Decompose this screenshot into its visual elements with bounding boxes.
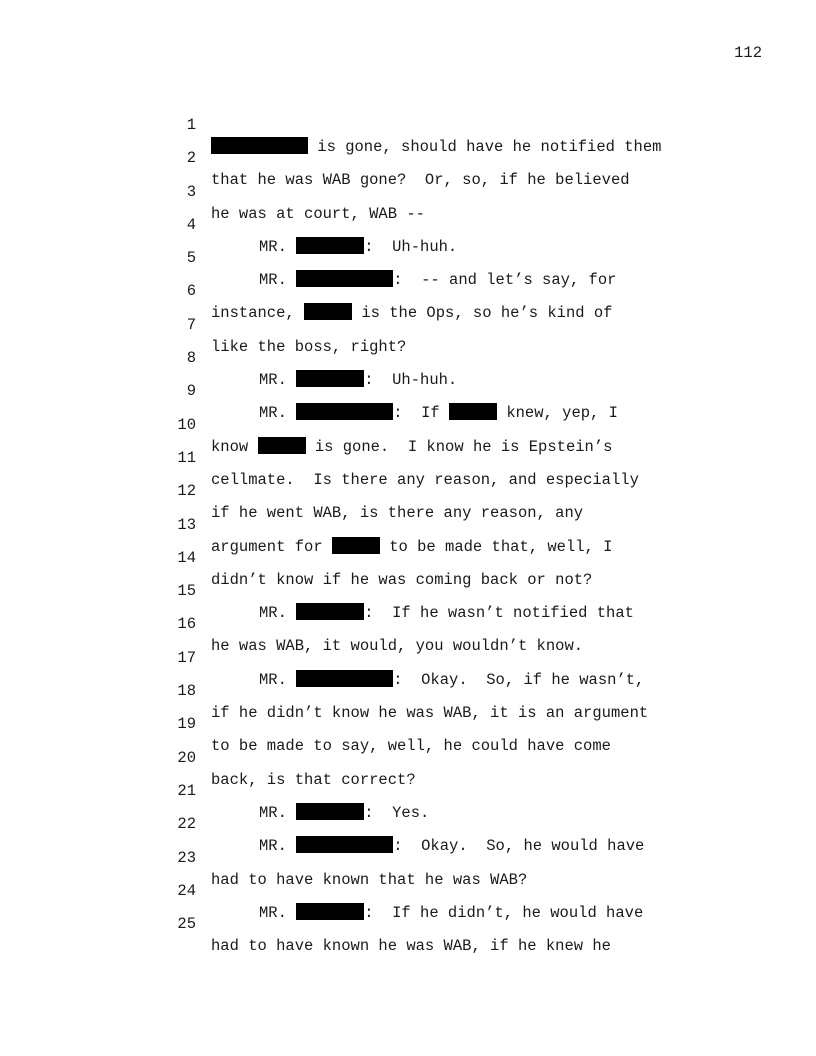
line-number: 4	[186, 215, 196, 234]
transcript-line	[0, 725, 816, 789]
speaker-prefix: MR.	[259, 271, 297, 290]
line-number: 3	[186, 182, 196, 201]
line-number: 1	[186, 116, 196, 134]
transcript-line	[0, 558, 816, 623]
line-text: instance, is the Ops, so he’s kind of	[211, 304, 613, 323]
line-text: MR. : If knew, yep, I	[259, 404, 618, 423]
line-text: MR. : Uh-huh.	[259, 371, 458, 390]
transcript-line	[0, 292, 816, 356]
line-number: 10	[177, 415, 196, 434]
speaker-prefix: MR.	[259, 404, 297, 423]
line-text: like the boss, right?	[211, 337, 407, 356]
line-number: 11	[177, 448, 196, 467]
line-text: didn’t know if he was coming back or not?	[211, 570, 593, 589]
line-number: 19	[177, 715, 196, 734]
line-number: 25	[177, 915, 196, 934]
transcript-line	[0, 225, 816, 290]
transcript-line	[0, 125, 816, 190]
line-text: argument for to be made that, well, I	[211, 537, 613, 556]
transcript-line	[0, 891, 816, 956]
line-number: 18	[177, 682, 196, 701]
line-text: cellmate. Is there any reason, and especially	[211, 470, 639, 489]
line-text: know is gone. I know he is Epstein’s	[211, 437, 613, 456]
line-number: 8	[186, 349, 196, 368]
line-text: he was at court, WAB --	[211, 204, 425, 223]
transcript-line	[0, 358, 816, 423]
transcript-line	[0, 258, 816, 323]
line-text: if he didn’t know he was WAB, it is an argument	[211, 704, 649, 723]
transcript-line	[0, 458, 816, 523]
line-number: 22	[177, 815, 196, 834]
transcript-line	[0, 825, 816, 889]
transcript-line	[0, 758, 816, 822]
transcript-line	[0, 192, 816, 256]
page-number: 112	[734, 44, 762, 62]
transcript-line	[0, 591, 816, 656]
line-number: 24	[177, 881, 196, 900]
line-text: to be made to say, well, he could have come	[211, 737, 611, 756]
line-number: 17	[177, 648, 196, 667]
line-text: is gone, should have he notified them	[211, 136, 661, 158]
speaker-prefix: MR.	[259, 837, 297, 856]
transcript-line	[0, 159, 816, 223]
line-text: MR. : -- and let’s say, for	[259, 271, 617, 290]
line-number: 13	[177, 515, 196, 534]
line-text: MR. : If he wasn’t notified that	[259, 604, 634, 623]
transcript-line	[0, 425, 816, 489]
speaker-prefix: MR.	[259, 604, 297, 623]
line-text: MR. : Uh-huh.	[259, 237, 458, 256]
line-text: MR. : Yes.	[259, 803, 430, 822]
line-text: had to have known that he was WAB?	[211, 870, 528, 889]
transcript-line	[0, 325, 816, 390]
line-text: MR. : Okay. So, he would have	[259, 837, 645, 856]
line-number: 20	[177, 748, 196, 767]
line-number: 21	[177, 781, 196, 800]
transcript-body	[0, 92, 816, 956]
transcript-line	[0, 658, 816, 723]
transcript-line	[0, 492, 816, 556]
speaker-prefix: MR.	[259, 903, 297, 922]
line-text: back, is that correct?	[211, 770, 416, 789]
transcript-line	[0, 791, 816, 856]
transcript-line	[0, 92, 816, 156]
transcript-line	[0, 691, 816, 756]
speaker-prefix: MR.	[259, 371, 297, 390]
line-text: if he went WAB, is there any reason, any	[211, 504, 584, 523]
transcript-line	[0, 625, 816, 689]
line-text: that he was WAB gone? Or, so, if he believed	[211, 171, 630, 190]
line-text: MR. : If he didn’t, he would have	[259, 903, 644, 922]
transcript-line	[0, 858, 816, 922]
line-number: 6	[186, 282, 196, 301]
line-text: had to have known he was WAB, if he knew he	[211, 937, 611, 956]
line-number: 5	[186, 249, 196, 268]
line-number: 15	[177, 582, 196, 601]
line-text: he was WAB, it would, you wouldn’t know.	[211, 637, 584, 656]
line-number: 7	[186, 315, 196, 334]
line-number: 9	[186, 382, 196, 401]
speaker-prefix: MR.	[259, 670, 297, 689]
transcript-line	[0, 392, 816, 456]
line-number: 23	[177, 848, 196, 867]
line-number: 2	[186, 149, 196, 168]
speaker-prefix: MR.	[259, 803, 297, 822]
line-text: MR. : Okay. So, if he wasn’t,	[259, 670, 645, 689]
line-number: 16	[177, 615, 196, 634]
transcript-line	[0, 525, 816, 589]
line-number: 14	[177, 548, 196, 567]
speaker-prefix: MR.	[259, 237, 297, 256]
line-number: 12	[177, 482, 196, 501]
